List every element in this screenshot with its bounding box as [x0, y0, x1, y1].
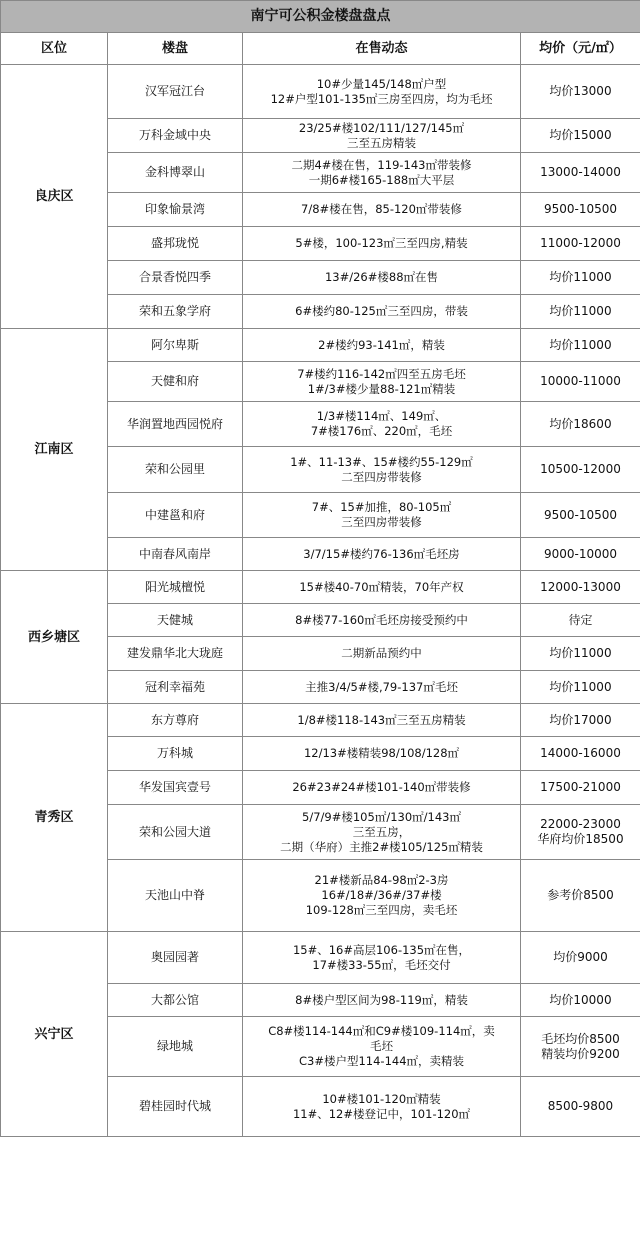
price-cell — [521, 1017, 640, 1077]
text-line: 109-128㎡三至四房，卖毛坯 — [305, 903, 458, 917]
text-line: 均价11000 — [549, 304, 612, 318]
sales-dynamic-cell — [243, 493, 521, 538]
text-line: 均价15000 — [549, 128, 612, 142]
table-row — [1, 932, 640, 984]
property-name-cell: 华润置地西园悦府 — [108, 402, 243, 447]
text-line: 13#/26#楼88㎡在售 — [324, 270, 439, 284]
text-line: 11#、12#楼登记中，101-120㎡ — [292, 1106, 471, 1121]
text-line: 7#、15#加推，80-105㎡ — [311, 500, 452, 514]
text-line: 6#楼约80-125㎡三至四房，带装 — [295, 304, 468, 318]
text-line: 5/7/9#楼105㎡/130㎡/143㎡ — [302, 809, 461, 824]
text-line: 9500-10500 — [543, 507, 618, 522]
price-cell — [521, 984, 640, 1017]
sales-dynamic-cell — [243, 261, 521, 295]
text-line: 10#楼101-120㎡精装 — [322, 1091, 441, 1106]
property-name-cell: 天健城 — [108, 604, 243, 637]
text-line: 均价11000 — [549, 646, 612, 660]
sales-dynamic-cell — [243, 805, 521, 860]
price-cell — [521, 571, 640, 604]
text-line: 均价11000 — [549, 337, 612, 352]
text-line: 1/8#楼118-143㎡三至五房精装 — [297, 712, 466, 727]
property-name-cell: 华发国宾壹号 — [108, 771, 243, 805]
property-name-cell: 印象愉景湾 — [108, 193, 243, 227]
text-line: 精装均价9200 — [541, 1046, 620, 1061]
text-line: 三至五房精装 — [347, 135, 416, 150]
text-line: 二至四房带装修 — [341, 469, 422, 484]
text-line: 2#楼约93-141㎡，精装 — [318, 337, 445, 352]
sales-dynamic-cell — [243, 538, 521, 571]
text-line: 26#23#24#楼101-140㎡带装修 — [292, 780, 471, 794]
property-name-cell: 建发鼎华北大珑庭 — [108, 637, 243, 671]
sales-dynamic-cell — [243, 193, 521, 227]
price-cell — [521, 932, 640, 984]
property-name-cell: 东方尊府 — [108, 704, 243, 737]
text-line: 三至五房， — [352, 824, 411, 839]
text-line: 17500-21000 — [540, 780, 621, 794]
region-cell: 青秀区 — [1, 704, 108, 932]
property-name-cell: 万科城 — [108, 737, 243, 771]
price-cell — [521, 704, 640, 737]
price-cell — [521, 637, 640, 671]
region-cell: 良庆区 — [1, 65, 108, 329]
text-line: 9500-10500 — [543, 202, 618, 216]
price-cell — [521, 447, 640, 493]
text-line: 10500-12000 — [540, 462, 621, 476]
property-name-cell: 碧桂园时代城 — [108, 1077, 243, 1137]
text-line: 均价17000 — [549, 712, 612, 727]
text-line: 15#楼40-70㎡精装，70年产权 — [299, 579, 464, 594]
property-name-cell: 阿尔卑斯 — [108, 329, 243, 362]
price-cell — [521, 295, 640, 329]
sales-dynamic-cell — [243, 604, 521, 637]
table-row — [1, 704, 640, 737]
text-line: 21#楼新品84-98㎡2-3房 — [314, 873, 449, 887]
price-cell — [521, 193, 640, 227]
text-line: 均价13000 — [549, 84, 612, 98]
text-line: 1/3#楼114㎡、149㎡、 — [316, 409, 447, 423]
table-row — [1, 65, 640, 119]
price-cell — [521, 604, 640, 637]
text-line: 7/8#楼在售，85-120㎡带装修 — [301, 202, 462, 216]
property-name-cell: 荣和公园大道 — [108, 805, 243, 860]
property-name-cell: 盛邦珑悦 — [108, 227, 243, 261]
text-line: 5#楼，100-123㎡三至四房,精装 — [295, 236, 468, 250]
table-row — [1, 329, 640, 362]
header-row — [1, 33, 640, 65]
text-line: 均价18600 — [549, 416, 612, 431]
property-name-cell: 合景香悦四季 — [108, 261, 243, 295]
property-name-cell: 金科博翠山 — [108, 153, 243, 193]
sales-dynamic-cell — [243, 227, 521, 261]
text-line: 均价10000 — [549, 992, 612, 1007]
text-line: 8#楼户型区间为98-119㎡，精装 — [295, 992, 468, 1007]
price-cell — [521, 119, 640, 153]
sales-dynamic-cell — [243, 65, 521, 119]
sales-dynamic-cell — [243, 637, 521, 671]
text-line: 12/13#楼精装98/108/128㎡ — [303, 746, 460, 760]
property-name-cell: 荣和公园里 — [108, 447, 243, 493]
sales-dynamic-cell — [243, 295, 521, 329]
title-row — [1, 1, 640, 33]
text-line: 10000-11000 — [540, 374, 621, 388]
text-line: 11000-12000 — [540, 236, 621, 250]
text-line: 7#楼约116-142㎡四至五房毛坯 — [297, 366, 466, 381]
region-cell: 西乡塘区 — [1, 571, 108, 704]
property-name-cell: 荣和五象学府 — [108, 295, 243, 329]
sales-dynamic-cell — [243, 932, 521, 984]
property-name-cell: 冠利幸福苑 — [108, 671, 243, 704]
text-line: 二期4#楼在售，119-143㎡带装修 — [291, 157, 472, 172]
region-cell: 兴宁区 — [1, 932, 108, 1137]
price-cell — [521, 493, 640, 538]
sales-dynamic-cell — [243, 984, 521, 1017]
price-cell — [521, 1077, 640, 1137]
text-line: 16#/18#/36#/37#楼 — [321, 888, 442, 902]
property-name-cell: 阳光城檀悦 — [108, 571, 243, 604]
price-cell — [521, 362, 640, 402]
table-title: 南宁可公积金楼盘盘点 — [1, 1, 640, 33]
header-region: 区位 — [1, 33, 108, 65]
text-line: 15#、16#高层106-135㎡在售， — [292, 942, 471, 957]
price-cell — [521, 402, 640, 447]
text-line: 二期新品预约中 — [341, 646, 422, 660]
text-line: 待定 — [568, 612, 593, 627]
text-line: C8#楼114-144㎡和C9#楼109-114㎡，卖 — [268, 1024, 495, 1038]
property-name-cell: 汉军冠江台 — [108, 65, 243, 119]
price-cell — [521, 538, 640, 571]
price-cell — [521, 860, 640, 932]
text-line: 9000-10000 — [543, 546, 618, 561]
header-dynamic: 在售动态 — [243, 33, 521, 65]
text-line: 7#楼176㎡、220㎡，毛坯 — [310, 424, 453, 438]
sales-dynamic-cell — [243, 704, 521, 737]
text-line: C3#楼户型114-144㎡，卖精装 — [298, 1054, 465, 1068]
price-cell — [521, 805, 640, 860]
text-line: 均价11000 — [549, 679, 612, 694]
property-name-cell: 绿地城 — [108, 1017, 243, 1077]
text-line: 17#楼33-55㎡，毛坯交付 — [312, 957, 451, 972]
text-line: 3/7/15#楼约76-136㎡毛坯房 — [303, 546, 460, 561]
property-name-cell: 中南春风南岸 — [108, 538, 243, 571]
text-line: 1#、11-13#、15#楼约55-129㎡ — [290, 454, 473, 469]
price-cell — [521, 329, 640, 362]
sales-dynamic-cell — [243, 1077, 521, 1137]
price-cell — [521, 771, 640, 805]
text-line: 一期6#楼165-188㎡大平层 — [308, 172, 455, 187]
property-name-cell: 大都公馆 — [108, 984, 243, 1017]
sales-dynamic-cell — [243, 737, 521, 771]
property-name-cell: 天池山中脊 — [108, 860, 243, 932]
price-cell — [521, 737, 640, 771]
price-cell — [521, 227, 640, 261]
region-cell: 江南区 — [1, 329, 108, 571]
text-line: 10#少量145/148㎡户型 — [316, 76, 447, 91]
sales-dynamic-cell — [243, 1017, 521, 1077]
table-row — [1, 571, 640, 604]
property-name-cell: 万科金域中央 — [108, 119, 243, 153]
price-cell — [521, 261, 640, 295]
sales-dynamic-cell — [243, 402, 521, 447]
text-line: 1#/3#楼少量88-121㎡精装 — [307, 381, 456, 396]
price-cell — [521, 153, 640, 193]
header-property: 楼盘 — [108, 33, 243, 65]
text-line: 12#户型101-135㎡三房至四房，均为毛坯 — [270, 91, 493, 106]
sales-dynamic-cell — [243, 119, 521, 153]
sales-dynamic-cell — [243, 571, 521, 604]
text-line: 13000-14000 — [540, 165, 621, 179]
property-name-cell: 奥园园著 — [108, 932, 243, 984]
sales-dynamic-cell — [243, 329, 521, 362]
sales-dynamic-cell — [243, 447, 521, 493]
text-line: 二期（华府）主推2#楼105/125㎡精装 — [280, 839, 483, 854]
price-cell — [521, 65, 640, 119]
sales-dynamic-cell — [243, 771, 521, 805]
text-line: 华府均价18500 — [537, 832, 624, 846]
text-line: 均价9000 — [553, 950, 608, 964]
price-cell — [521, 671, 640, 704]
text-line: 12000-13000 — [540, 579, 621, 594]
text-line: 14000-16000 — [540, 746, 621, 760]
text-line: 均价11000 — [549, 270, 612, 284]
text-line: 22000-23000 — [540, 817, 621, 831]
sales-dynamic-cell — [243, 671, 521, 704]
text-line: 23/25#楼102/111/127/145㎡ — [298, 120, 465, 135]
text-line: 主推3/4/5#楼,79-137㎡毛坯 — [305, 679, 458, 694]
sales-dynamic-cell — [243, 860, 521, 932]
text-line: 8#楼77-160㎡毛坯房接受预约中 — [295, 612, 468, 627]
text-line: 8500-9800 — [547, 1099, 614, 1113]
text-line: 毛坯 — [370, 1039, 393, 1053]
sales-dynamic-cell — [243, 362, 521, 402]
header-price: 均价（元/㎡） — [521, 33, 640, 65]
text-line: 三至四房带装修 — [341, 515, 422, 529]
text-line: 参考价8500 — [547, 888, 614, 902]
sales-dynamic-cell — [243, 153, 521, 193]
text-line: 毛坯均价8500 — [541, 1031, 620, 1046]
property-name-cell: 天健和府 — [108, 362, 243, 402]
property-name-cell: 中建邕和府 — [108, 493, 243, 538]
